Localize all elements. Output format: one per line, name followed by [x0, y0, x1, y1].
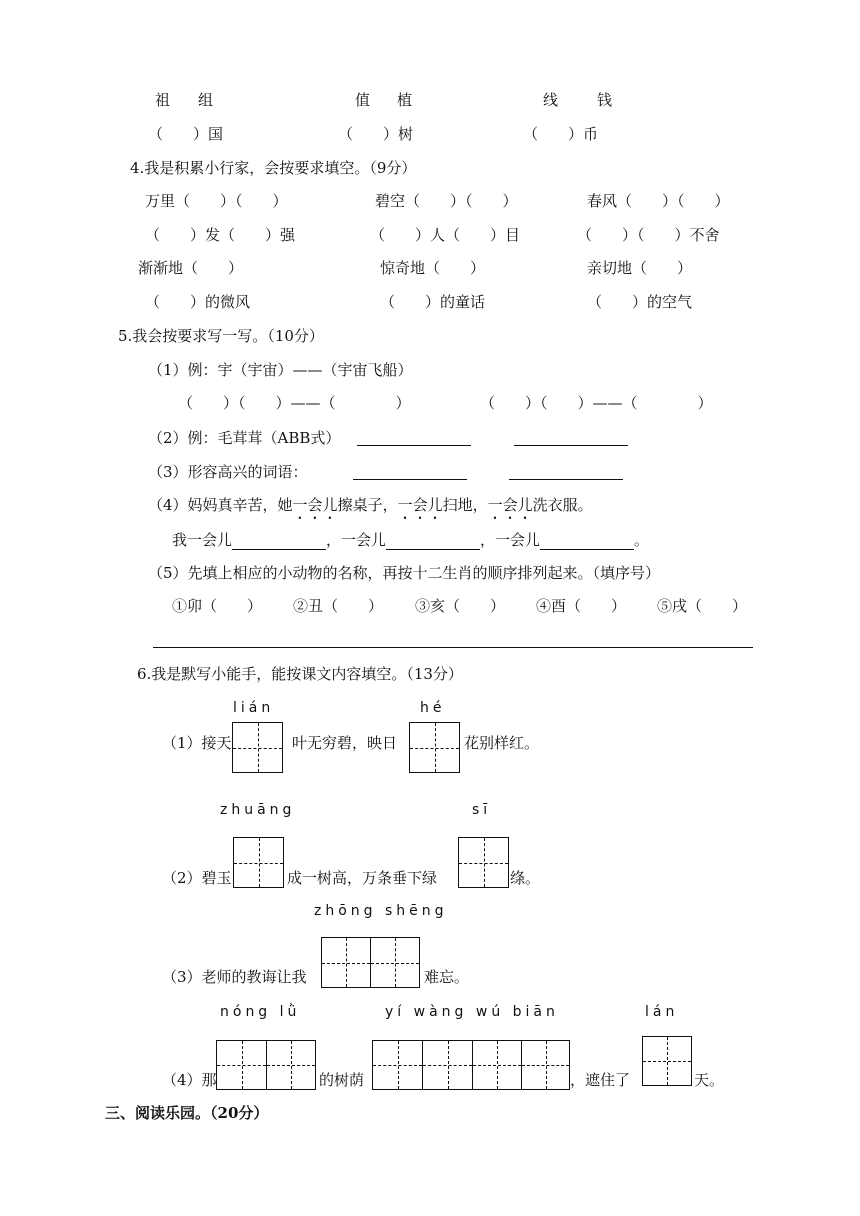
text: 扫地， [442, 496, 488, 514]
pinyin: zhōng shēng [314, 903, 448, 919]
q4-title: 4.我是积累小行家，会按要求填空。（9分） [130, 159, 417, 177]
sentence-text: 花别样红。 [464, 734, 540, 752]
q4-item[interactable]: （ ）的空气 [587, 293, 693, 311]
sentence-text: （2）碧玉 [162, 869, 232, 887]
pinyin: nóng lǜ [220, 1004, 301, 1020]
answer-line[interactable] [514, 445, 628, 446]
section-title: 三、阅读乐园。（20分） [105, 1104, 269, 1122]
pinyin: sī [472, 802, 492, 818]
tianzi-box-group[interactable] [372, 1040, 570, 1090]
tianzi-box[interactable] [233, 837, 284, 888]
q4-item[interactable]: 渐渐地（ ） [138, 259, 244, 277]
q5-item2-label: （2）例：毛茸茸（ABB式） [148, 429, 341, 447]
answer-line[interactable] [509, 479, 623, 480]
q3-fill[interactable]: （ ）树 [338, 125, 414, 143]
q4-item[interactable]: （ ）人（ ）目 [370, 226, 521, 244]
q3-fill[interactable]: （ ）币 [523, 125, 599, 143]
emphasis-word: 一会儿 [292, 496, 338, 514]
pinyin: zhuāng [220, 802, 296, 818]
q4-item[interactable]: 春风（ ）（ ） [587, 192, 730, 210]
tianzi-box[interactable] [458, 837, 509, 888]
q5-item5-label: （5）先填上相应的小动物的名称，再按十二生肖的顺序排列起来。（填序号） [148, 564, 661, 582]
tianzi-box[interactable] [409, 722, 460, 773]
text: ，一会儿 [480, 531, 541, 549]
q3-char: 线 [543, 91, 559, 109]
text: 擦桌子， [337, 496, 398, 514]
answer-blank[interactable] [232, 533, 326, 550]
pinyin: yí wàng wú biān [385, 1004, 559, 1020]
q4-item[interactable]: （ ）发（ ）强 [145, 226, 296, 244]
text: （4）妈妈真辛苦，她 [148, 496, 293, 514]
answer-line[interactable] [153, 647, 753, 648]
sentence-text: 成一树高，万条垂下绿 [287, 869, 438, 887]
q3-char: 钱 [597, 91, 613, 109]
tianzi-box-group[interactable] [321, 937, 420, 988]
sentence-text: 难忘。 [424, 968, 470, 986]
q5-item5-option[interactable]: ④酉（ ） [536, 597, 627, 615]
q5-item5-option[interactable]: ⑤戌（ ） [657, 597, 748, 615]
text: ，一会儿 [326, 531, 387, 549]
answer-line[interactable] [357, 445, 471, 446]
text: 。 [634, 531, 650, 549]
pinyin: hé [420, 700, 446, 716]
text: 我一会儿 [172, 531, 233, 549]
q4-item[interactable]: 惊奇地（ ） [380, 259, 486, 277]
emphasis-word: 一会儿 [487, 496, 533, 514]
pinyin: lián [233, 700, 275, 716]
q4-item[interactable]: （ ）（ ）不舍 [577, 226, 720, 244]
q5-item5-option[interactable]: ①卯（ ） [172, 597, 263, 615]
q3-char: 组 [198, 91, 214, 109]
q4-item[interactable]: 亲切地（ ） [587, 259, 693, 277]
pinyin: lán [645, 1004, 679, 1020]
q4-item[interactable]: 万里（ ）（ ） [145, 192, 288, 210]
sentence-text: 叶无穷碧，映日 [292, 734, 398, 752]
q5-item5-option[interactable]: ③亥（ ） [415, 597, 506, 615]
tianzi-box[interactable] [642, 1036, 692, 1086]
q5-item5-option[interactable]: ②丑（ ） [293, 597, 384, 615]
sentence-text: 天。 [694, 1071, 725, 1089]
answer-blank[interactable] [386, 533, 480, 550]
q3-char: 值 [355, 91, 371, 109]
q6-title: 6.我是默写小能手，能按课文内容填空。（13分） [137, 665, 463, 683]
tianzi-box-group[interactable] [216, 1040, 316, 1090]
q5-title: 5.我会按要求写一写。（10分） [118, 327, 324, 345]
q4-item[interactable]: （ ）的童话 [380, 293, 486, 311]
tianzi-box[interactable] [232, 722, 283, 773]
sentence-text: （1）接天 [162, 734, 232, 752]
q4-item[interactable]: 碧空（ ）（ ） [375, 192, 518, 210]
sentence-text: 的树荫 [319, 1071, 365, 1089]
q3-char: 植 [397, 91, 413, 109]
q5-item3-label: （3）形容高兴的词语： [148, 463, 308, 481]
q5-item1-label: （1）例：宇（宇宙）——（宇宙飞船） [148, 361, 413, 379]
sentence-text: 绦。 [510, 869, 541, 887]
q5-item4-sentence [148, 495, 593, 523]
answer-blank[interactable] [540, 533, 634, 550]
sentence-text: （4）那 [162, 1071, 217, 1089]
q4-item[interactable]: （ ）的微风 [145, 293, 251, 311]
sentence-text: （3）老师的教诲让我 [162, 968, 307, 986]
emphasis-word: 一会儿 [397, 496, 443, 514]
q5-item1-fill[interactable]: （ ）（ ）——（ ） [480, 394, 713, 412]
q3-fill[interactable]: （ ）国 [148, 125, 224, 143]
q5-item4-fill [172, 530, 649, 550]
text: 洗衣服。 [532, 496, 593, 514]
sentence-text: ，遮住了 [570, 1071, 631, 1089]
q5-item1-fill[interactable]: （ ）（ ）——（ ） [178, 394, 411, 412]
q3-char: 祖 [155, 91, 171, 109]
answer-line[interactable] [353, 479, 467, 480]
